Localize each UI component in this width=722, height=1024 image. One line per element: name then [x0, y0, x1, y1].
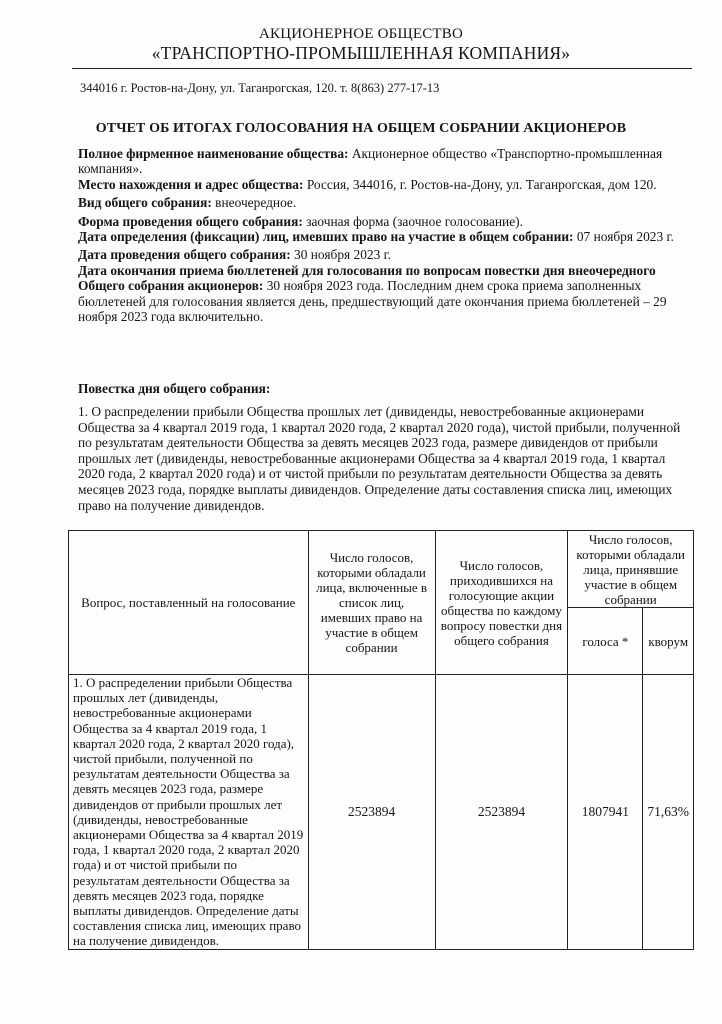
- cell-share-votes: 2523894: [435, 675, 568, 950]
- header-quorum: кворум: [643, 608, 694, 675]
- info-value: заочная форма (заочное голосование).: [306, 213, 523, 229]
- meeting-info: [78, 146, 690, 324]
- cell-quorum: 71,63%: [643, 675, 694, 950]
- organization-type: АКЦИОНЕРНОЕ ОБЩЕСТВО: [259, 26, 463, 42]
- info-label: Дата определения (фиксации) лиц, имевших право на участие в общем собрании:: [78, 229, 574, 245]
- info-label: Форма проведения общего собрания:: [78, 213, 303, 229]
- info-meeting-form: [78, 214, 690, 229]
- cell-votes: 1807941: [568, 675, 643, 950]
- info-value: внеочередное.: [215, 195, 297, 211]
- info-meeting-type: [78, 195, 690, 210]
- info-value: Россия, 344016, г. Ростов-на-Дону, ул. Таганрогская, дом 120.: [306, 176, 657, 192]
- table-row: [69, 675, 694, 950]
- info-record-date: [78, 229, 690, 244]
- info-label: Дата проведения общего собрания:: [78, 247, 291, 263]
- info-label: Полное фирменное наименование общества:: [78, 146, 349, 161]
- agenda-heading: Повестка дня общего собрания:: [78, 381, 271, 396]
- voting-results-table: [68, 530, 694, 950]
- info-label: Дата окончания приема бюллетеней для голосования по вопросам повестки дня внеочередного Общего собрания акционеров:: [78, 262, 656, 294]
- organization-name: «ТРАНСПОРТНО-ПРОМЫШЛЕННАЯ КОМПАНИЯ»: [151, 43, 571, 63]
- info-value: 07 ноября 2023 г.: [576, 229, 674, 245]
- info-ballot-deadline: [78, 263, 690, 325]
- header-eligible-votes: Число голосов, которыми обладали лица, включенные в список лиц, имевших право на участие в общем собрании: [308, 531, 435, 675]
- info-meeting-date: [78, 247, 690, 262]
- info-label: Место нахождения и адрес общества:: [78, 176, 304, 192]
- header-votes: голоса *: [568, 608, 643, 675]
- info-location: [78, 177, 690, 192]
- organization-address: 344016 г. Ростов-на-Дону, ул. Таганрогская, 120. т. 8(863) 277-17-13: [80, 81, 440, 95]
- info-value: Акционерное общество «Транспортно-промышленная компания».: [78, 146, 663, 177]
- info-label: Вид общего собрания:: [78, 195, 212, 211]
- header-divider: [72, 68, 692, 69]
- header-participant-votes: Число голосов, которыми обладали лица, принявшие участие в общем собрании: [568, 531, 694, 608]
- report-title: ОТЧЕТ ОБ ИТОГАХ ГОЛОСОВАНИЯ НА ОБЩЕМ СОБРАНИИ АКЦИОНЕРОВ: [95, 121, 627, 136]
- cell-eligible-votes: 2523894: [308, 675, 435, 950]
- header-question: Вопрос, поставленный на голосование: [69, 531, 309, 675]
- info-company-name: [78, 146, 690, 177]
- header-share-votes: Число голосов, приходившихся на голосующие акции общества по каждому вопросу повестки дня общего собрания: [435, 531, 568, 675]
- info-value: 30 ноября 2023 г.: [294, 247, 391, 263]
- info-value: 30 ноября 2023 года. Последним днем срока приема заполненных бюллетеней для голосования является день, предшествующий дате окончания приема бюллетеней – 29 ноября 2023 года включительно.: [78, 278, 667, 325]
- cell-question: 1. О распределении прибыли Общества прошлых лет (дивиденды, невостребованные акционерами Общества за 4 квартал 2019 года, 1 квартал 2020 года, 2 квартал 2020 года), чистой прибыли, полученной по результатам деятельности Общества за девять месяцев 2023 года, размере дивидендов от прибыли прошлых лет (дивиденды, невостребованные акционерами Общества за 4 квартал 2019 года, 1 квартал 2020 года, 2 квартал 2020 года) и от чистой прибыли по результатам деятельности Общества за девять месяцев 2023 года, порядке выплаты дивидендов. Определение даты составления списка лиц, имеющих право на получение дивидендов.: [69, 675, 309, 950]
- agenda-item: 1. О распределении прибыли Общества прошлых лет (дивиденды, невостребованные акционерами Общества за 4 квартал 2019 года, 1 квартал 2020 года, 2 квартал 2020 года), чистой прибыли, полученной по результатам деятельности Общества за девять месяцев 2023 года, размере дивидендов от прибыли прошлых лет (дивиденды, невостребованные акционерами Общества за 4 квартал 2019 года, 1 квартал 2020 года, 2 квартал 2020 года) и от чистой прибыли по результатам деятельности Общества за девять месяцев 2023 года, порядке выплаты дивидендов. Определение даты составления списка лиц, имеющих право на получение дивидендов.: [78, 404, 681, 513]
